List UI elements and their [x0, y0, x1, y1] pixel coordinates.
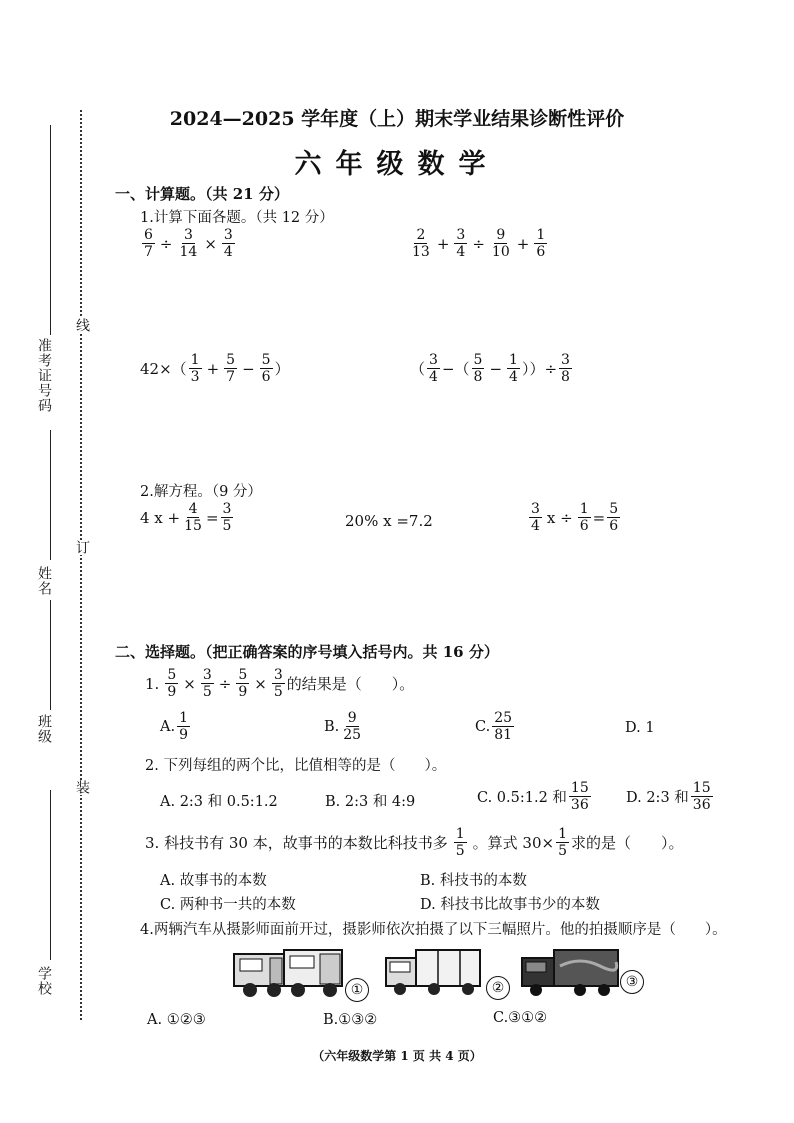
fraction: $\frac{1}{5}$: [558, 826, 567, 859]
section2-title: 二、选择题。（把正确答案的序号填入括号内。共 16 分）: [115, 643, 499, 661]
q1-option-c[interactable]: C. 25 81: [475, 710, 513, 743]
equation-1: 4 x + $\frac{4}{15}$ = $\frac{3}{5}$: [140, 501, 232, 534]
q3-option-b[interactable]: B. 科技书的本数: [420, 873, 527, 889]
q3-option-d[interactable]: D. 科技书比故事书少的本数: [420, 897, 600, 913]
fraction: $\frac{1}{6}$: [579, 501, 589, 534]
class-label: 班级: [36, 714, 52, 744]
fraction: $\frac{3}{8}$: [561, 352, 570, 385]
fraction: $\frac{5}{9}$: [238, 667, 248, 700]
fraction: $\frac{3}{14}$: [179, 227, 198, 260]
fraction: $\frac{3}{5}$: [222, 501, 232, 534]
fraction: 25 81: [494, 710, 513, 743]
fraction: $\frac{1}{4}$: [509, 352, 518, 385]
fraction: $\frac{5}{6}$: [261, 352, 271, 385]
class-line: [50, 600, 51, 710]
fraction: $\frac{6}{7}$: [144, 227, 153, 260]
fraction: $\frac{5}{6}$: [609, 501, 619, 534]
fraction: $\frac{3}{4}$: [223, 227, 233, 260]
fraction: $\frac{4}{15}$: [184, 501, 202, 534]
q3-option-a[interactable]: A. 故事书的本数: [160, 873, 267, 889]
binding-ding-label: 订: [74, 540, 90, 555]
fraction: 2 13: [412, 227, 430, 260]
choice-q3: 3. 科技书有 30 本，故事书的本数比科技书多 1 5 。算式 30× $\frac{1}{5}$ 求的是（ ）。: [145, 826, 684, 859]
calc-expr-1: $\frac{6}{7}$ ÷ $\frac{3}{14}$ × $\frac{3}{4}$: [144, 227, 233, 260]
q3-option-c[interactable]: C. 两种书一共的本数: [160, 897, 296, 913]
photo-3-label: ③: [620, 970, 644, 994]
name-label: 姓名: [36, 566, 52, 596]
fraction: $\frac{5}{9}$: [167, 667, 177, 700]
calc-expr-2: 2 13 + $\frac{3}{4}$ ÷ $\frac{9}{10}$ + $\frac{1}{6}$: [412, 227, 546, 260]
section1-title: 一、计算题。（共 21 分）: [115, 185, 289, 203]
photo-3-truck: [520, 948, 620, 998]
fraction: 1 3: [190, 352, 200, 385]
equation-2: 20% x =7.2: [345, 512, 433, 530]
fraction: $\frac{5}{7}$: [226, 352, 236, 385]
photo-2-trucks: [384, 946, 484, 998]
calc-expr-3: 42×（ 1 3 + $\frac{5}{7}$ − $\frac{5}{6}$ ）: [140, 352, 290, 385]
q1-option-a[interactable]: A. 1 9: [160, 710, 189, 743]
fraction: $\frac{3}{5}$: [202, 667, 212, 700]
fraction: 3 4: [531, 501, 540, 534]
binding-zhuang-label: 装: [74, 780, 90, 795]
name-line: [50, 430, 51, 560]
q2-option-c[interactable]: C. 0.5:1.2 和 15 36: [477, 780, 589, 813]
exam-number-label: 准考证号码: [36, 338, 52, 413]
binding-xian-label: 线: [74, 318, 90, 333]
calc-expr-4: （ 3 4 −（ 5 8 − $\frac{1}{4}$ ））÷ $\frac{3}{8}$: [410, 352, 570, 385]
binding-dotted-line: [80, 110, 82, 1020]
choice-q2: 2. 下列每组的两个比，比值相等的是（ ）。: [145, 758, 447, 774]
school-label: 学校: [36, 966, 52, 996]
fraction: 5 8: [473, 352, 483, 385]
choice-q1: 1. $\frac{5}{9}$ × $\frac{3}{5}$ ÷ $\frac{5}{9}$ × $\frac{3}{5}$ 的结果是（ ）。: [145, 667, 415, 700]
photo-1-label: ①: [345, 978, 369, 1002]
q2-option-a[interactable]: A. 2:3 和 0.5:1.2: [160, 794, 278, 810]
fraction: 1 5: [455, 826, 465, 859]
q4-option-c[interactable]: C.③①②: [493, 1010, 548, 1026]
exam-subject: 六年级数学: [294, 149, 500, 180]
q4-option-b[interactable]: B.①③②: [323, 1012, 378, 1028]
school-line: [50, 790, 51, 960]
q2-option-b[interactable]: B. 2:3 和 4:9: [325, 794, 416, 810]
fraction: $\frac{9}{10}$: [491, 227, 510, 260]
q1-title: 1.计算下面各题。（共 12 分）: [140, 210, 334, 226]
photo-2-label: ②: [486, 976, 510, 1000]
fraction: 15 36: [570, 780, 589, 813]
fraction: 3 4: [429, 352, 438, 385]
q4-option-a[interactable]: A. ①②③: [147, 1012, 206, 1028]
fraction: $\frac{3}{5}$: [273, 667, 283, 700]
fraction: $\frac{1}{6}$: [536, 227, 546, 260]
fraction: 15 36: [692, 780, 711, 813]
q2-title: 2.解方程。（9 分）: [140, 484, 262, 500]
q1-option-d[interactable]: D. 1: [625, 720, 655, 736]
exam-title: 2024—2025 学年度（上）期末学业结果诊断性评价: [169, 108, 625, 130]
equation-3: 3 4 x ÷ $\frac{1}{6}$ = $\frac{5}{6}$: [531, 501, 619, 534]
q1-option-b[interactable]: B. 9 25: [324, 710, 362, 743]
fraction: $\frac{3}{4}$: [456, 227, 466, 260]
page-footer: （六年级数学第 1 页 共 4 页）: [312, 1049, 482, 1063]
fraction: 9 25: [343, 710, 362, 743]
photo-1-trucks: [232, 948, 357, 1000]
choice-q4: 4.两辆汽车从摄影师面前开过，摄影师依次拍摄了以下三幅照片。他的拍摄顺序是（ ）。: [140, 922, 727, 938]
q2-option-d[interactable]: D. 2:3 和 15 36: [626, 780, 711, 813]
fraction: 1 9: [179, 710, 189, 743]
